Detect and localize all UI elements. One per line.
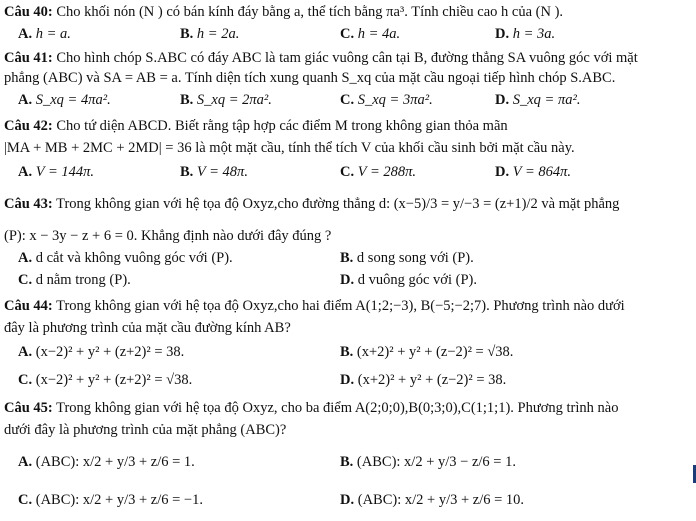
q42-heading: Câu 42: — [4, 118, 53, 134]
q41-text1: Cho hình chóp S.ABC có đáy ABC là tam giác vuông cân tại B, đường thẳng SA vuông góc với mặt — [56, 50, 638, 66]
q45-option-d: D. (ABC): x/2 + y/3 + z/6 = 10. — [340, 492, 525, 508]
q44-option-c: C. (x−2)² + y² + (z+2)² = √38. — [18, 372, 193, 388]
q45-stem-line2 — [4, 420, 692, 440]
q44-option-b: B. (x+2)² + y² + (z−2)² = √38. — [340, 344, 514, 360]
q45-heading: Câu 45: — [4, 400, 53, 416]
q45-text2: dưới đây là phương trình của mặt phẳng (ABC)? — [4, 422, 287, 438]
q43-text2: (P): x − 3y − z + 6 = 0. Khẳng định nào dưới đây đúng ? — [4, 228, 332, 244]
q42-option-b: B. V = 48π. — [180, 164, 248, 180]
q44-text1: Trong không gian với hệ tọa độ Oxyz,cho hai điểm A(1;2;−3), B(−5;−2;7). Phương trình nào dưới — [56, 298, 625, 314]
q44-option-a: A. (x−2)² + y² + (z+2)² = 38. — [18, 344, 185, 360]
q41-stem-line1 — [4, 48, 692, 68]
q41-option-c: C. S_xq = 3πa². — [340, 92, 433, 108]
q42-text1: Cho tứ diện ABCD. Biết rằng tập hợp các điểm M trong không gian thỏa mãn — [56, 118, 508, 134]
q43-stem-line1 — [4, 194, 692, 214]
q43-stem-line2 — [4, 226, 692, 246]
q40-text: Cho khối nón (N ) có bán kính đáy bằng a, thể tích bằng πa³. Tính chiều cao h của (N ). — [56, 4, 564, 20]
q44-stem-line2 — [4, 318, 692, 338]
q43-heading: Câu 43: — [4, 196, 53, 212]
q41-stem-line2 — [4, 68, 692, 88]
q43-option-d: D. d vuông góc với (P). — [340, 272, 477, 288]
q45-option-b: B. (ABC): x/2 + y/3 − z/6 = 1. — [340, 454, 516, 470]
q41-heading: Câu 41: — [4, 50, 53, 66]
q45-stem-line1 — [4, 398, 692, 418]
q42-text2: |MA + MB + 2MC + 2MD| = 36 là một mặt cầu, tính thể tích V của khối cầu sinh bởi mặt cầu này. — [4, 140, 575, 156]
q44-text2: đây là phương trình của mặt cầu đường kính AB? — [4, 320, 291, 336]
q41-text2: phẳng (ABC) và SA = AB = a. Tính diện tích xung quanh S_xq của mặt cầu ngoại tiếp hình chóp S.ABC. — [4, 70, 616, 86]
q40-heading: Câu 40: — [4, 4, 53, 20]
q44-heading: Câu 44: — [4, 298, 53, 314]
q40-option-b: B. h = 2a. — [180, 26, 240, 42]
q45-option-a: A. (ABC): x/2 + y/3 + z/6 = 1. — [18, 454, 195, 470]
q40-option-c: C. h = 4a. — [340, 26, 401, 42]
q42-option-a: A. V = 144π. — [18, 164, 95, 180]
q40-option-d: D. h = 3a. — [495, 26, 556, 42]
q40-option-a: A. h = a. — [18, 26, 71, 42]
q41-option-d: D. S_xq = πa². — [495, 92, 581, 108]
q43-option-c: C. d nằm trong (P). — [18, 272, 131, 288]
q40-stem — [4, 2, 692, 22]
q41-option-a: A. S_xq = 4πa². — [18, 92, 111, 108]
q42-stem-line2 — [4, 138, 692, 158]
q41-option-b: B. S_xq = 2πa². — [180, 92, 272, 108]
q43-text1: Trong không gian với hệ tọa độ Oxyz,cho đường thẳng d: (x−5)/3 = y/−3 = (z+1)/2 và mặt phẳng — [56, 196, 620, 212]
q43-option-b: B. d song song với (P). — [340, 250, 474, 266]
q44-option-d: D. (x+2)² + y² + (z−2)² = 38. — [340, 372, 507, 388]
q42-option-c: C. V = 288π. — [340, 164, 417, 180]
q42-option-d: D. V = 864π. — [495, 164, 572, 180]
q44-stem-line1 — [4, 296, 692, 316]
q42-stem-line1 — [4, 116, 692, 136]
q43-option-a: A. d cắt và không vuông góc với (P). — [18, 250, 233, 266]
q45-text1: Trong không gian với hệ tọa độ Oxyz, cho ba điểm A(2;0;0),B(0;3;0),C(1;1;1). Phương trình nào — [56, 400, 619, 416]
q45-option-c: C. (ABC): x/2 + y/3 + z/6 = −1. — [18, 492, 203, 508]
